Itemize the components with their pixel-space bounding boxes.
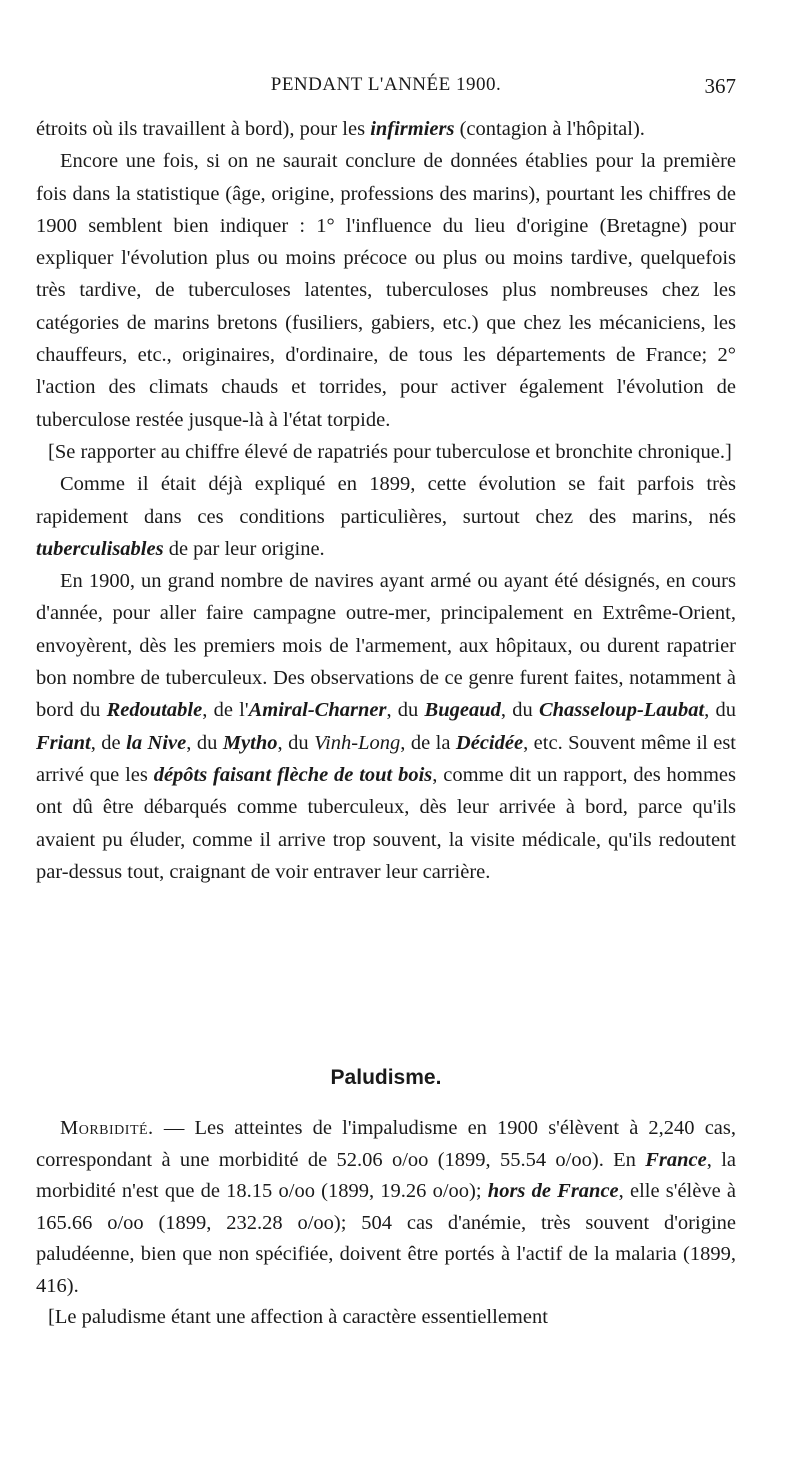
ship-name: Bugeaud — [424, 699, 501, 722]
emphasis: France — [645, 1148, 707, 1171]
text-run: étroits où ils travaillent à bord), pour les — [36, 118, 371, 140]
section-heading: Paludisme. — [330, 1066, 442, 1089]
emphasis: infirmiers — [370, 118, 455, 140]
text-run: de par leur origine. — [163, 537, 325, 560]
ship-name: Vinh-Long — [314, 731, 401, 754]
running-title: PENDANT L'ANNÉE 1900. — [270, 74, 502, 95]
paragraph-note: [Se rapporter au chiffre élevé de rapatriés pour tuberculose et bronchite chronique.] — [48, 440, 732, 463]
page-number: 367 — [704, 74, 736, 98]
ship-name: la Nive — [126, 731, 187, 754]
paragraph — [36, 565, 736, 888]
ship-name: Chasseloup-Laubat — [538, 699, 705, 722]
text-run: , de — [90, 731, 127, 754]
ship-name: Décidée — [455, 731, 524, 754]
section-text — [36, 1113, 736, 1334]
text-run: , comme dit un rapport, des hommes ont dû être débarqués comme tuberculeux, dès leur arrivée à bord, parce qu'ils avaient pu éluder, comme il arrive trop souvent, la visite médicale, qu'ils redoutent par-dessus tout, craignant de voir entraver leur carrière. — [36, 763, 736, 883]
text-run: En 1900, un grand nombre de navires ayant armé ou ayant été désignés, en cours d'année, pour aller faire campagne outre-mer, principalement en Extrême-Orient, envoyèrent, dès les premiers mois de l'armement, aux hôpitaux, ou durent rapatrier bon nombre de tuberculeux. Des observations de ce genre furent faites, notamment à bord du — [36, 570, 736, 722]
paragraph — [36, 113, 736, 145]
emphasis: dépôts faisant flèche de tout bois — [153, 763, 433, 786]
ship-name: Friant — [36, 731, 91, 754]
emphasis: tuberculisables — [36, 537, 164, 560]
paragraph-note: [Le paludisme étant une affection à caractère essentiellement — [48, 1306, 548, 1328]
body-text — [36, 113, 736, 888]
emphasis: hors de France — [487, 1180, 619, 1202]
text-run: , du — [277, 731, 315, 754]
paragraph — [36, 468, 736, 565]
ship-name: Amiral-Charner — [248, 699, 387, 722]
text-run: , de la — [400, 731, 456, 754]
ship-name: Mytho — [222, 731, 278, 754]
text-run: , du — [186, 731, 223, 754]
text-run: , du — [386, 699, 425, 722]
text-run: Comme il était déjà expliqué en 1899, cette évolution se fait parfois très rapidement dans ces conditions particulières, surtout chez des marins, nés — [36, 473, 736, 528]
text-run: , etc. Souvent même il est arrivé que les — [36, 731, 737, 786]
text-run: — Les atteintes de l'impaludisme en 1900 s'élèvent à 2,240 cas, correspondant à une morbidité de 52.06 o/oo (1899, 55.54 o/oo). En — [36, 1117, 736, 1171]
paragraph: Encore une fois, si on ne saurait conclure de données établies pour la première fois dans la statistique (âge, origine, professions des marins), pourtant les chiffres de 1900 semblent bien indiquer : 1° l'influence du lieu d'origine (Bretagne) pour expliquer l'évolution plus ou moins précoce ou plus ou moins tardive, quelquefois très tardive, de tuberculoses latentes, tuberculoses plus nombreuses chez les catégories de marins bretons (fusiliers, gabiers, etc.) que chez les mécaniciens, les chauffeurs, etc., originaires, d'ordinaire, de tous les départements de France; 2° l'action des climats chauds et torrides, pour activer également l'évolution de tuberculose restée jusque-là à l'état torpide. — [36, 150, 736, 431]
paragraph — [36, 1113, 736, 1302]
ship-name: Redoutable — [106, 699, 203, 722]
text-run: , du — [704, 699, 737, 722]
run-in-label: Morbidité. — [60, 1117, 154, 1139]
text-run: , la morbidité n'est que de 18.15 o/oo (1899, 19.26 o/oo); — [36, 1148, 736, 1202]
text-run: (contagion à l'hôpital). — [454, 118, 645, 140]
text-run: , de l' — [202, 699, 249, 722]
running-head — [36, 74, 736, 104]
text-run: , elle s'élève à 165.66 o/oo (1899, 232.28 o/oo); 504 cas d'anémie, très souvent d'origine paludéenne, bien que non spécifiée, doivent être portés à l'actif de la malaria (1899, 416). — [36, 1180, 736, 1297]
text-run: , du — [500, 699, 539, 722]
